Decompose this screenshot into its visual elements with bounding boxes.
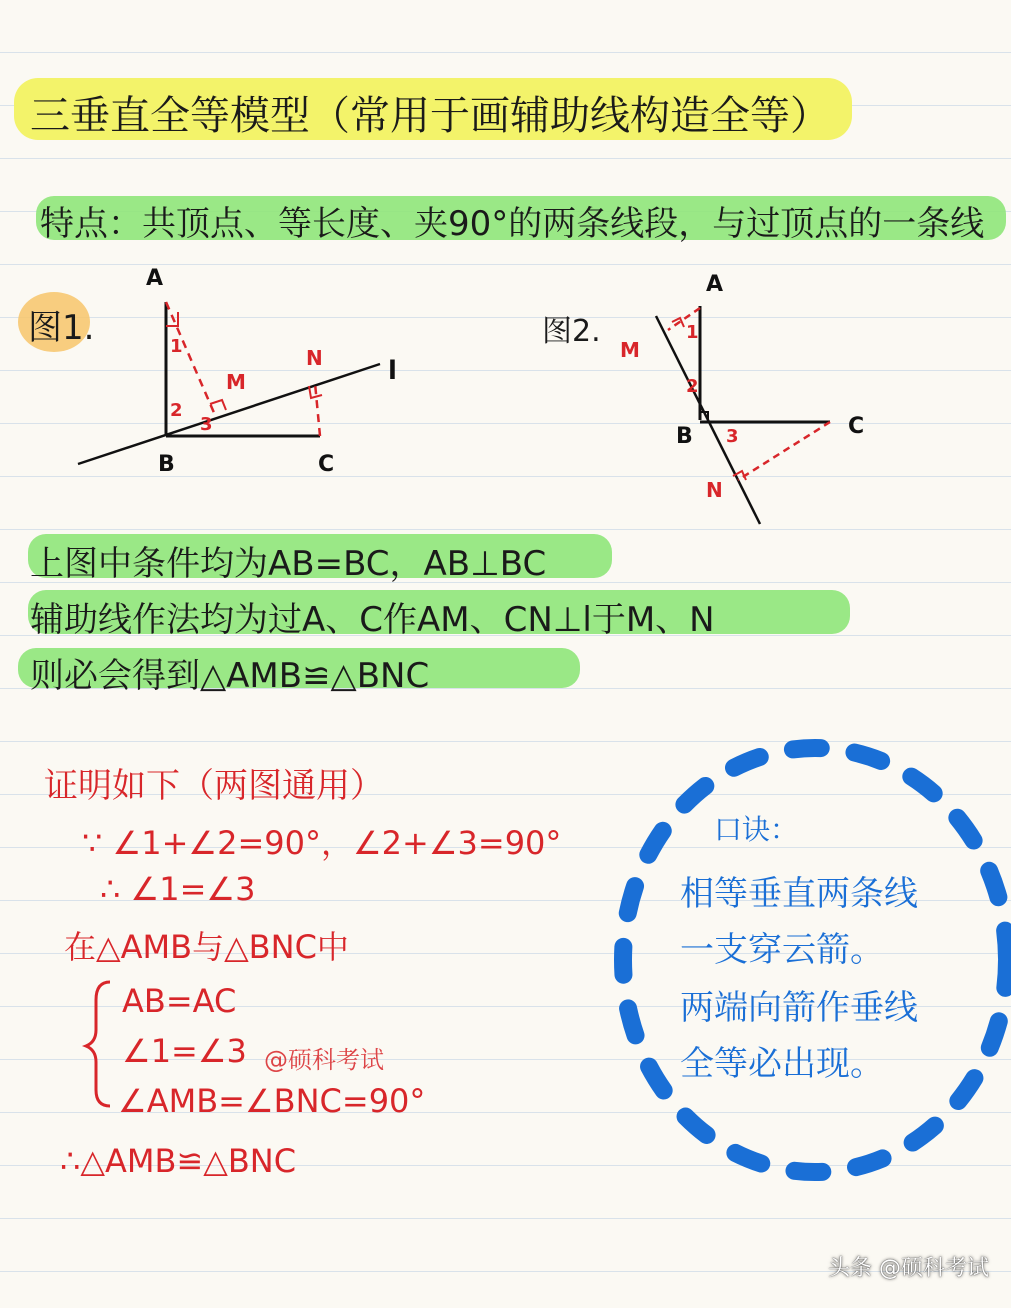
proof-therefore-1: ∴ ∠1=∠3 <box>100 870 256 908</box>
proof-heading: 证明如下（两图通用） <box>44 766 384 806</box>
page-title: 三垂直全等模型（常用于画辅助线构造全等） <box>30 93 830 139</box>
condition-3: 则必会得到△AMB≌△BNC <box>30 656 430 696</box>
fig1-point-N: N <box>306 346 323 370</box>
fig2-point-B: B <box>676 424 693 449</box>
fig2-point-M: M <box>620 338 640 362</box>
mnemonic-line-4: 全等必出现。 <box>680 1044 884 1084</box>
proof-because: ∵ ∠1+∠2=90°，∠2+∠3=90° <box>82 824 562 862</box>
mnemonic-line-1: 相等垂直两条线 <box>680 874 918 914</box>
proof-cond-3: ∠AMB=∠BNC=90° <box>118 1082 426 1120</box>
fig1-angle-2: 2 <box>170 400 183 421</box>
fig1-line-label-l: l <box>388 356 397 386</box>
fig1-right-angle-A <box>166 312 178 326</box>
fig2-point-N: N <box>706 478 723 502</box>
proof-cond-1: AB=AC <box>122 982 237 1020</box>
fig2-line-CN <box>738 422 830 480</box>
fig1-point-B: B <box>158 452 175 477</box>
figure-2-diagram <box>656 306 830 524</box>
condition-1: 上图中条件均为AB=BC，AB⊥BC <box>30 544 547 584</box>
fig2-point-A: A <box>706 272 724 297</box>
fig1-label: 图1. <box>28 308 95 348</box>
mnemonic-line-2: 一支穿云箭。 <box>680 930 884 970</box>
fig2-angle-1: 1 <box>686 322 699 343</box>
fig1-point-C: C <box>318 452 335 477</box>
fig2-angle-3: 3 <box>726 426 739 447</box>
proof-in-triangles: 在△AMB与△BNC中 <box>64 928 349 966</box>
proof-brace <box>86 982 110 1106</box>
fig1-angle-3: 3 <box>200 414 213 435</box>
proof-conclusion: ∴△AMB≌△BNC <box>60 1142 297 1180</box>
fig1-point-A: A <box>146 266 164 291</box>
proof-inline-watermark: @硕科考试 <box>264 1046 384 1074</box>
fig2-point-C: C <box>848 414 865 439</box>
fig2-label: 图2. <box>542 314 601 349</box>
feature-text: 特点：共顶点、等长度、夹90°的两条线段，与过顶点的一条线 <box>40 204 985 244</box>
watermark-text: 头条 @硕科考试 <box>828 1256 989 1281</box>
proof-cond-2: ∠1=∠3 <box>122 1032 247 1070</box>
fig1-point-M: M <box>226 370 246 394</box>
mnemonic-heading: 口诀： <box>714 813 799 846</box>
condition-2: 辅助线作法均为过A、C作AM、CN⊥l于M、N <box>30 600 715 640</box>
fig1-line-CN <box>315 383 320 436</box>
mnemonic-line-3: 两端向箭作垂线 <box>680 988 918 1028</box>
fig2-angle-2: 2 <box>686 376 699 397</box>
fig1-line-AM <box>166 302 215 415</box>
fig1-angle-1: 1 <box>170 336 183 357</box>
